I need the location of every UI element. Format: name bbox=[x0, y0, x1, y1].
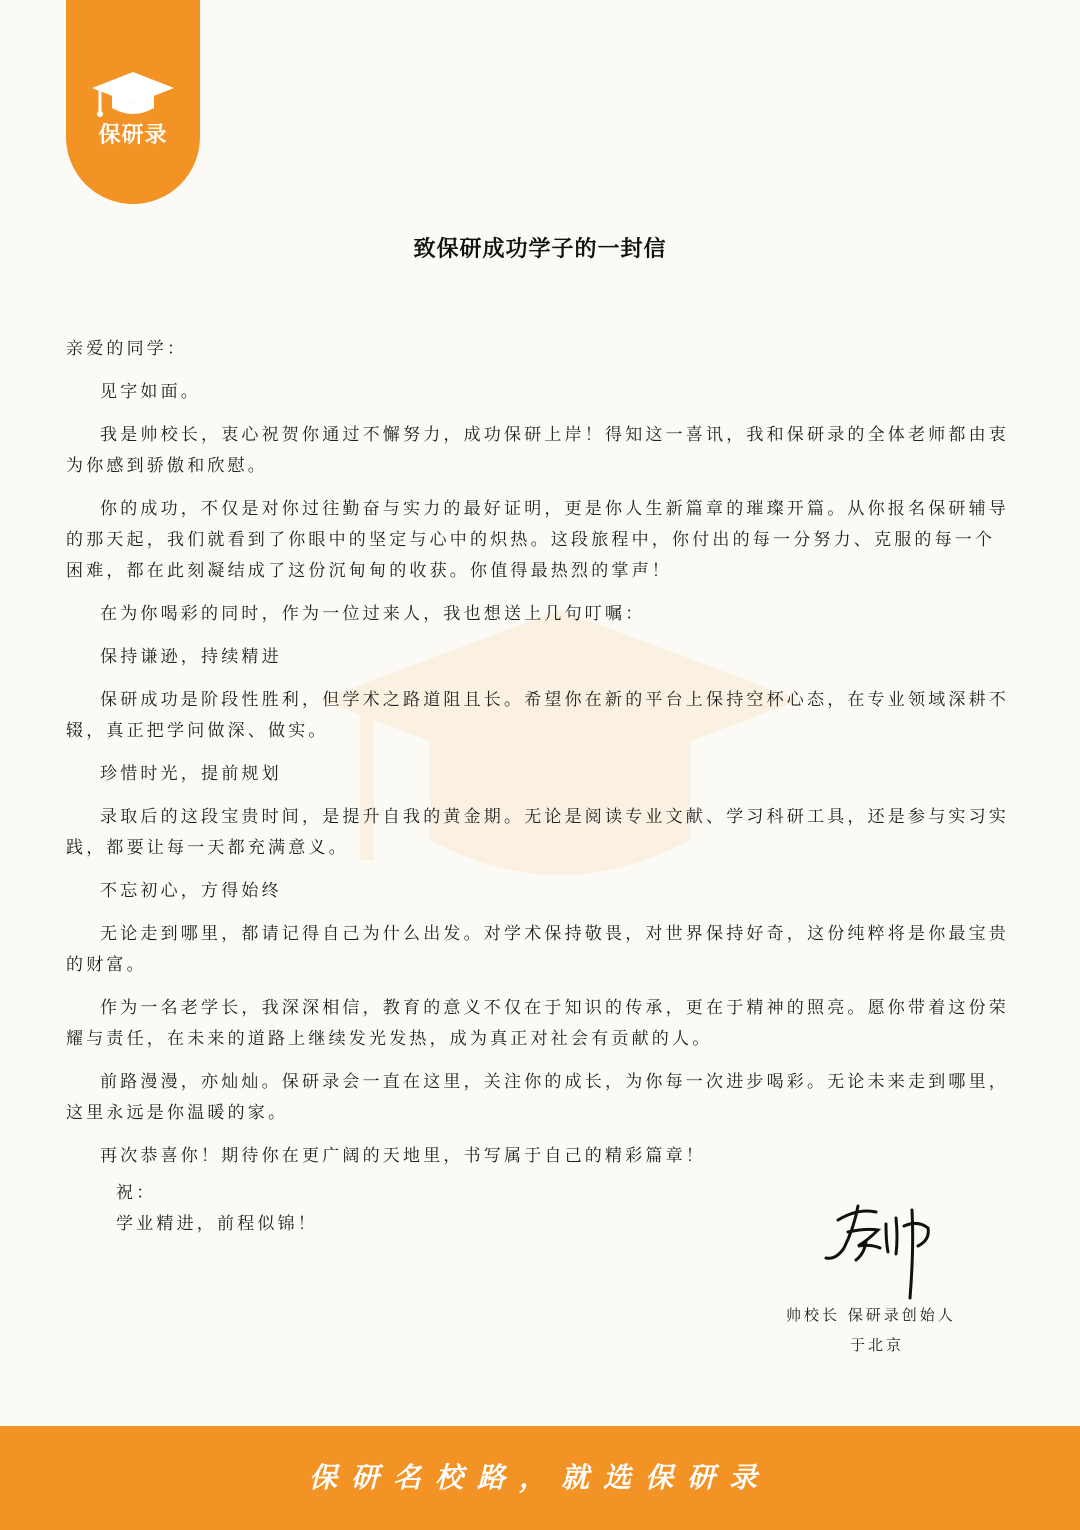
letter-paragraph: 作为一名老学长，我深深相信，教育的意义不仅在于知识的传承，更在于精神的照亮。愿你带着这份荣耀与责任，在未来的道路上继续发光发热，成为真正对社会有贡献的人。 bbox=[66, 998, 1009, 1049]
graduation-cap-icon bbox=[90, 68, 176, 124]
letter-paragraph: 你的成功，不仅是对你过往勤奋与实力的最好证明，更是你人生新篇章的璀璨开篇。从你报名保研辅导的那天起，我们就看到了你眼中的坚定与心中的炽热。这段旅程中，你付出的每一分努力、克服的每一个困难，都在此刻凝结成了这份沉甸甸的收获。你值得最热烈的掌声！ bbox=[66, 499, 1009, 581]
letter-subheading: 保持谦逊，持续精进 bbox=[100, 647, 282, 667]
letter-body bbox=[66, 334, 1012, 1184]
letter-paragraph: 在为你喝彩的同时，作为一位过来人，我也想送上几句叮嘱： bbox=[100, 604, 646, 624]
signature-place: 于北京 bbox=[850, 1336, 905, 1354]
letter-paragraph: 前路漫漫，亦灿灿。保研录会一直在这里，关注你的成长，为你每一次进步喝彩。无论未来走到哪里，这里永远是你温暖的家。 bbox=[66, 1072, 1009, 1123]
letter-paragraph: 无论走到哪里，都请记得自己为什么出发。对学术保持敬畏，对世界保持好奇，这份纯粹将是你最宝贵的财富。 bbox=[66, 924, 1009, 975]
signature-title: 帅校长 保研录创始人 bbox=[786, 1306, 956, 1324]
letter-paragraph: 我是帅校长，衷心祝贺你通过不懈努力，成功保研上岸！得知这一喜讯，我和保研录的全体老师都由衷为你感到骄傲和欣慰。 bbox=[66, 425, 1009, 476]
letter-subheading: 珍惜时光，提前规划 bbox=[100, 764, 282, 784]
footer-banner bbox=[0, 1426, 1080, 1530]
letter-paragraph: 再次恭喜你！期待你在更广阔的天地里，书写属于自己的精彩篇章！ bbox=[100, 1146, 706, 1166]
letter-closing bbox=[116, 1178, 318, 1240]
logo-text: 保研录 bbox=[98, 123, 168, 148]
closing-wish-text: 学业精进，前程似锦！ bbox=[116, 1214, 318, 1234]
handwritten-signature bbox=[818, 1198, 948, 1308]
letter-opening: 见字如面。 bbox=[100, 382, 201, 402]
letter-paragraph: 保研成功是阶段性胜利，但学术之路道阻且长。希望你在新的平台上保持空杯心态，在专业领域深耕不辍，真正把学问做深、做实。 bbox=[66, 690, 1009, 741]
letter-paragraph: 录取后的这段宝贵时间，是提升自我的黄金期。无论是阅读专业文献、学习科研工具，还是参与实习实践，都要让每一天都充满意义。 bbox=[66, 807, 1009, 858]
letter-greeting: 亲爱的同学： bbox=[66, 339, 188, 359]
letter-subheading: 不忘初心，方得始终 bbox=[100, 881, 282, 901]
footer-slogan: 保研名校路，就选保研录 bbox=[308, 1461, 771, 1494]
page-title: 致保研成功学子的一封信 bbox=[413, 237, 667, 262]
closing-wish-label: 祝： bbox=[116, 1183, 157, 1203]
